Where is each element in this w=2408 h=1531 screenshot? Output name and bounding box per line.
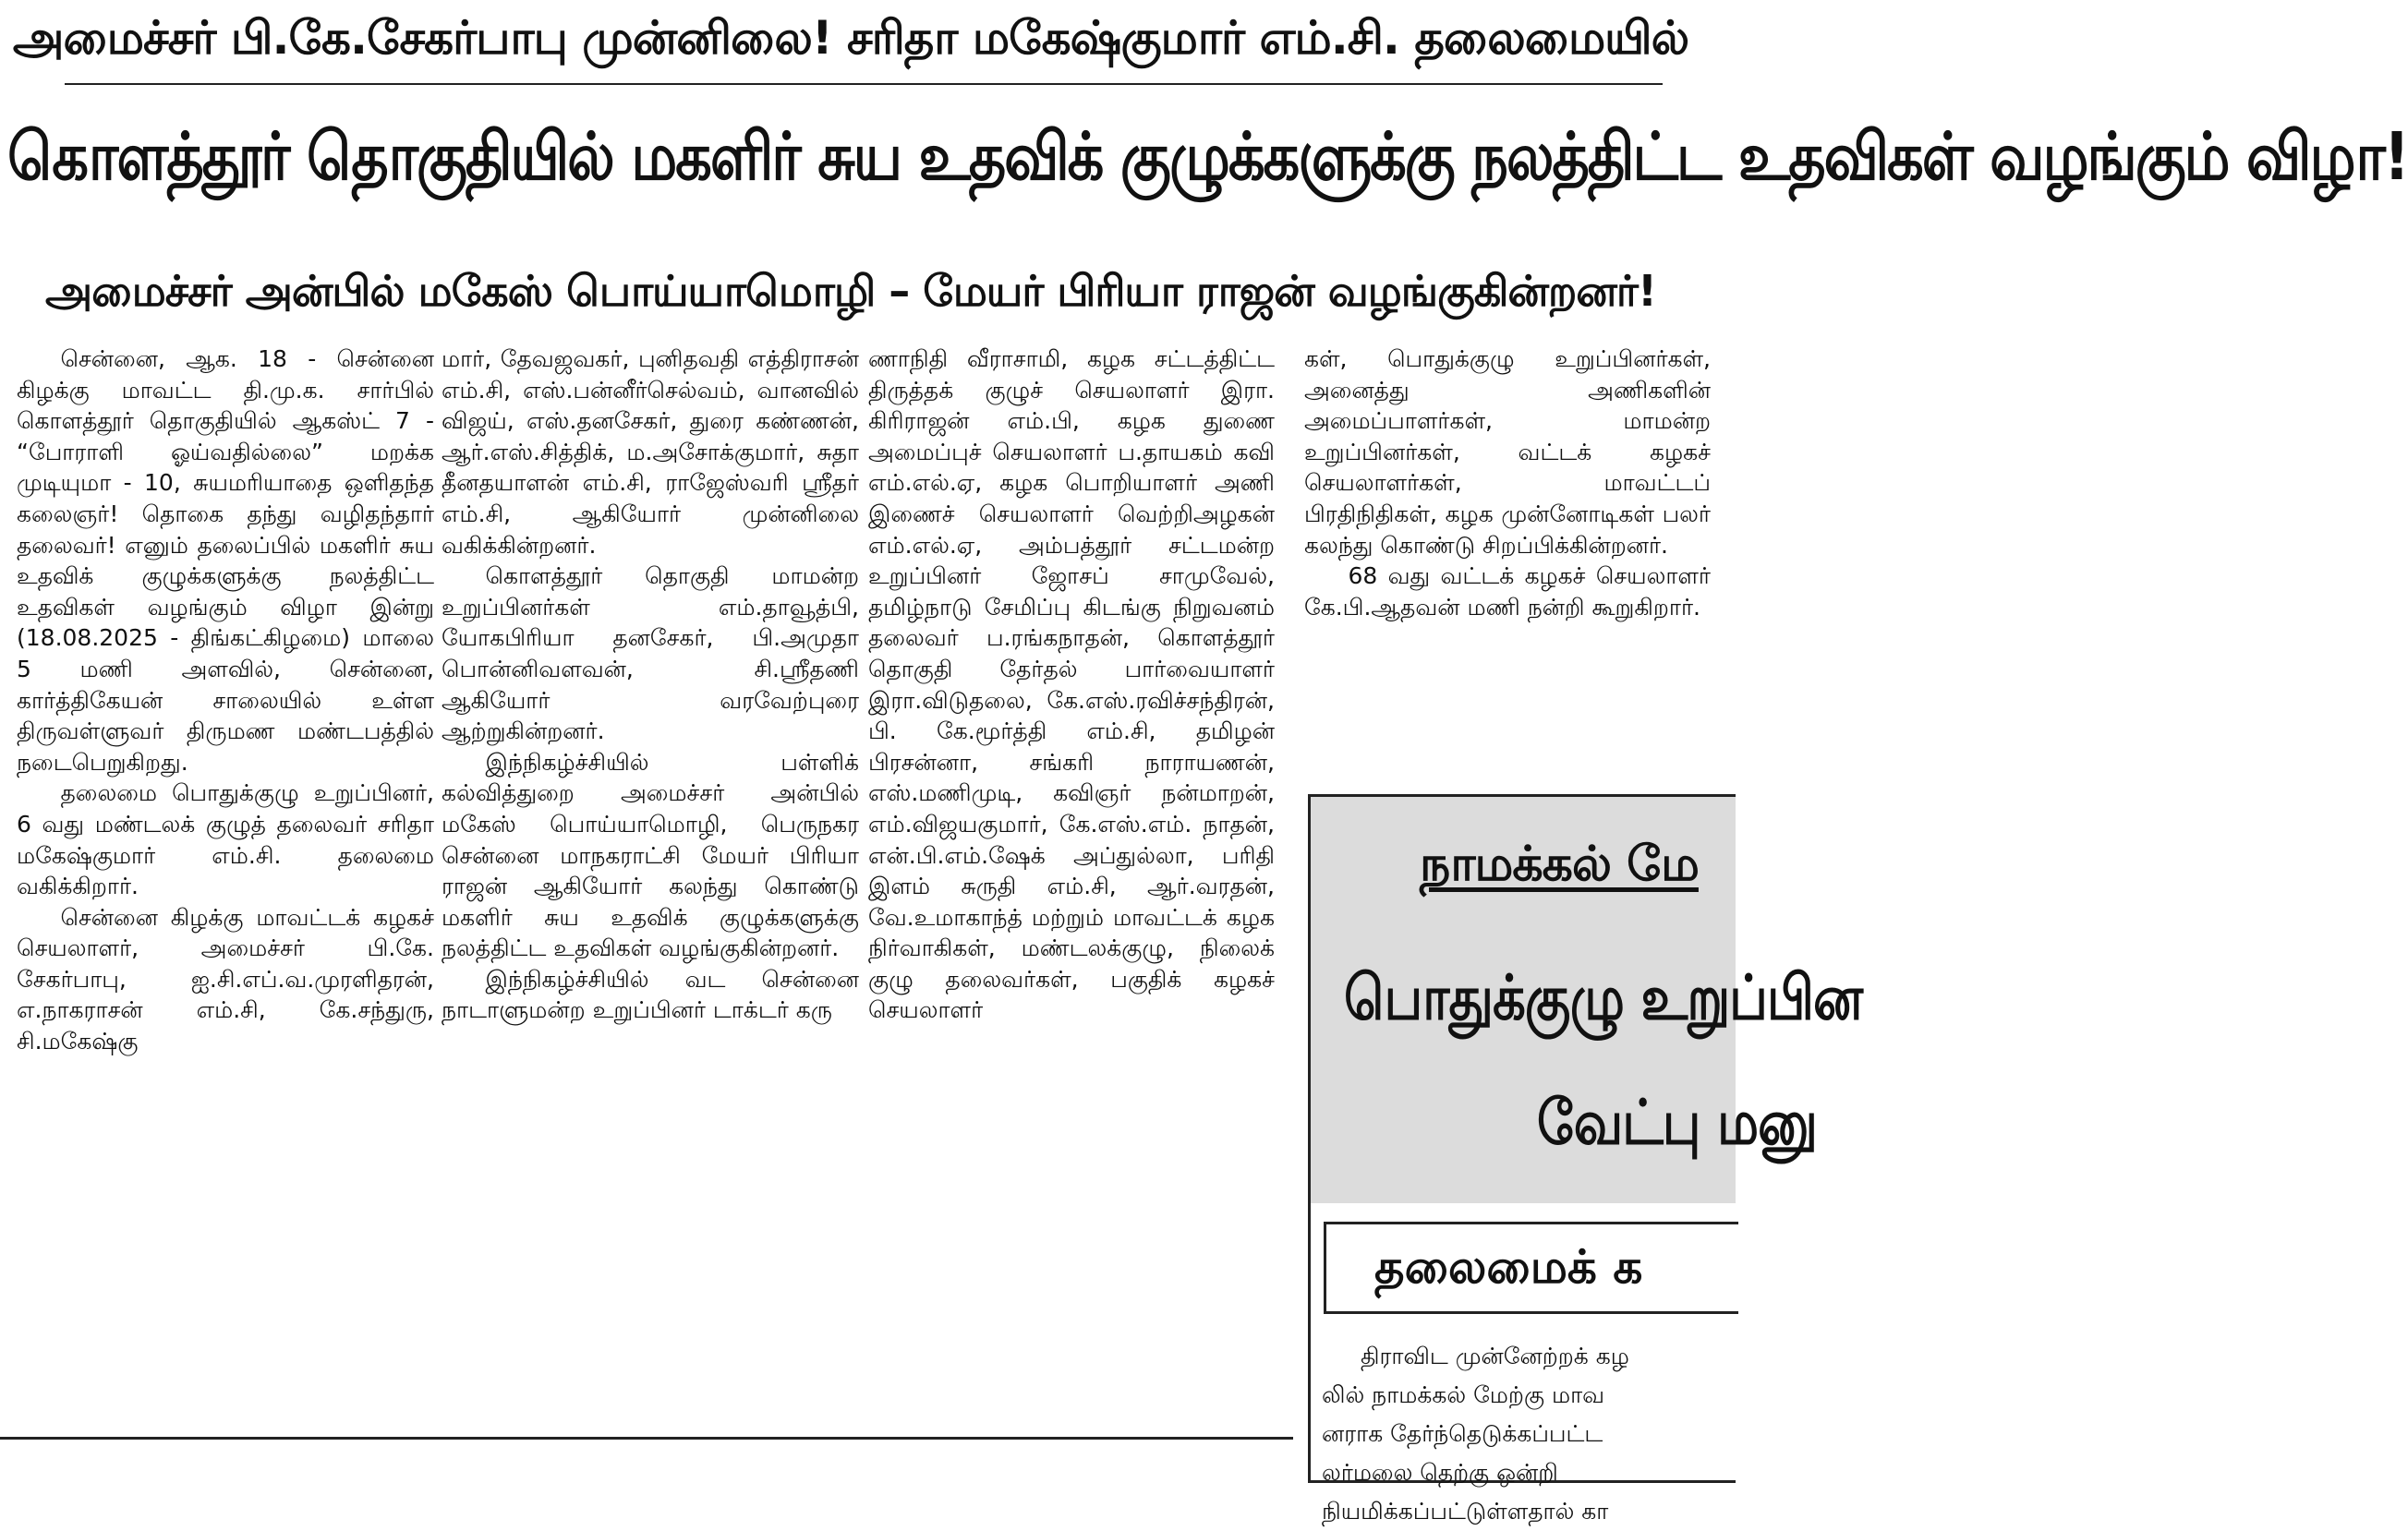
sidebar-headline-line-1: நாமக்கல் மே xyxy=(1420,837,1699,892)
kicker-rule xyxy=(65,83,1663,85)
article-column-3 xyxy=(868,344,1275,1433)
article-paragraph: இந்நிகழ்ச்சியில் வட சென்னை நாடாளுமன்ற உறுப்பினர் டாக்டர் கரு xyxy=(442,965,859,1024)
article-paragraph: ணாநிதி வீராசாமி, கழக சட்டத்திட்ட திருத்தக் குழுச் செயலாளர் இரா. கிரிராஜன் எம்.பி, கழக துணை அமைப்புச் செயலாளர் ப.தாயகம் கவி எம்.எல்.ஏ, கழக பொறியாளர் அணி இணைச் செயலாளர் வெற்றிஅழகன் எம்.எல்.ஏ, அம்பத்தூர் சட்டமன்ற உறுப்பினர் ஜோசப் சாமுவேல், தமிழ்நாடு சேமிப்பு கிடங்கு நிறுவனம் தலைவர் ப.ரங்கநாதன், கொளத்தூர் தொகுதி தேர்தல் பார்வையாளர் இரா.விடுதலை, கே.எஸ்.ரவிச்சந்திரன், பி. கே.மூர்த்தி எம்.சி, தமிழன் பிரசன்னா, சங்கரி நாராயணன், எஸ்.மணிமுடி, கவிஞர் நன்மாறன், எம்.விஜயகுமார், கே.எஸ்.எம். நாதன், என்.பி.எம்.ஷேக் அப்துல்லா, பரிதி இளம் சுருதி எம்.சி, ஆர்.வரதன், வே.உமாகாந்த் மற்றும் மாவட்டக் கழக நிர்வாகிகள், மண்டலக்குழு, நிலைக் குழு தலைவர்கள், பகுதிக் கழகச் செயலாளர் xyxy=(868,345,1275,1024)
sidebar-body-line: லில் நாமக்கல் மேற்கு மாவ xyxy=(1322,1381,1605,1408)
article-paragraph: கொளத்தூர் தொகுதி மாமன்ற உறுப்பினர்கள் எம்.தாவூத்பி, யோகபிரியா தனசேகர், பி.அமுதா பொன்னிவளவன், சி.ஸ்ரீதணி ஆகியோர் வரவேற்புரை ஆற்றுகின்றனர். xyxy=(442,562,859,745)
sidebar-body xyxy=(1322,1337,1756,1531)
sidebar-headline-line-2: பொதுக்குழு உறுப்பின xyxy=(1344,962,1863,1035)
bottom-rule xyxy=(0,1437,1293,1440)
main-headline: கொளத்தூர் தொகுதியில் மகளிர் சுய உதவிக் குழுக்களுக்கு நலத்திட்ட உதவிகள் வழங்கும் விழா! xyxy=(7,117,2408,196)
sidebar-headline-panel xyxy=(1311,797,1863,1203)
article-paragraph: சென்னை கிழக்கு மாவட்டக் கழகச் செயலாளர், அமைச்சர் பி.கே. சேகர்பாபு, ஐ.சி.எப்.வ.முரளிதரன், எ.நாகராசன் எம்.சி, கே.சந்துரு, சி.மகேஷ்கு xyxy=(17,903,434,1055)
article-paragraph: சென்னை, ஆக. 18 - சென்னை கிழக்கு மாவட்ட தி.மு.க. சார்பில் கொளத்தூர் தொகுதியில் ஆகஸ்ட் 7 - “போராளி ஓய்வதில்லை” மறக்க முடியுமா - 10, சுயமரியாதை ஒளிதந்த கலைஞர்! தொகை தந்து வழிதந்தார் தலைவர்! எனும் தலைப்பில் மகளிர் சுய உதவிக் குழுக்களுக்கு நலத்திட்ட உதவிகள் வழங்கும் விழா இன்று (18.08.2025 - திங்கட்கிழமை) மாலை 5 மணி அளவில், சென்னை, கார்த்திகேயன் சாலையில் உள்ள திருவள்ளுவர் திருமண மண்டபத்தில் நடைபெறுகிறது. xyxy=(17,345,434,776)
article-column-1 xyxy=(17,344,434,1433)
sidebar-body-line: திராவிட முன்னேற்றக் கழ xyxy=(1361,1343,1629,1369)
article-paragraph: தலைமை பொதுக்குழு உறுப்பினர், 6 வது மண்டலக் குழுத் தலைவர் சரிதா மகேஷ்குமார் எம்.சி. தலைமை வகிக்கிறார். xyxy=(17,779,434,900)
article-column-4 xyxy=(1304,344,1711,741)
sidebar-tag-label: தலைமைக் க xyxy=(1374,1240,1643,1294)
sub-headline: அமைச்சர் அன்பில் மகேஸ் பொய்யாமொழி – மேயர் பிரியா ராஜன் வழங்குகின்றனர்! xyxy=(45,266,1656,316)
article-column-2 xyxy=(442,344,859,1433)
sidebar-body-line: லர்மலை தெற்கு ஒன்றி xyxy=(1322,1459,1558,1486)
article-paragraph: இந்நிகழ்ச்சியில் பள்ளிக் கல்வித்துறை அமைச்சர் அன்பில் மகேஸ் பொய்யாமொழி, பெருநகர சென்னை மாநகராட்சி மேயர் பிரியா ராஜன் ஆகியோர் கலந்து கொண்டு மகளிர் சுய உதவிக் குழுக்களுக்கு நலத்திட்ட உதவிகள் வழங்குகின்றனர். xyxy=(442,748,859,962)
sidebar-headline-line-3: வேட்பு மனு xyxy=(1537,1087,1818,1160)
sidebar-news-box xyxy=(1308,794,1863,1525)
kicker-headline: அமைச்சர் பி.கே.சேகர்பாபு முன்னிலை! சரிதா மகேஷ்குமார் எம்.சி. தலைமையில் xyxy=(12,11,1689,65)
sidebar-body-line: நியமிக்கப்பட்டுள்ளதால் கா xyxy=(1322,1498,1609,1525)
sidebar-body-line: னராக தேர்ந்தெடுக்கப்பட்ட xyxy=(1322,1420,1603,1447)
article-paragraph: 68 வது வட்டக் கழகச் செயலாளர் கே.பி.ஆதவன் மணி நன்றி கூறுகிறார். xyxy=(1304,562,1711,621)
article-paragraph: கள், பொதுக்குழு உறுப்பினர்கள், அனைத்து அணிகளின் அமைப்பாளர்கள், மாமன்ற உறுப்பினர்கள், வட்டக் கழகச் செயலாளர்கள், மாவட்டப் பிரதிநிதிகள், கழக முன்னோடிகள் பலர் கலந்து கொண்டு சிறப்பிக்கின்றனர். xyxy=(1304,345,1711,559)
article-paragraph: மார், தேவஜவகர், புனிதவதி எத்திராசன் எம்.சி, எஸ்.பன்னீர்செல்வம், வானவில் விஜய், எஸ்.தனசேகர், துரை கண்ணன், ஆர்.எஸ்.சித்திக், ம.அசோக்குமார், சுதா தீனதயாளன் எம்.சி, ராஜேஸ்வரி ஸ்ரீதர் எம்.சி, ஆகியோர் முன்னிலை வகிக்கின்றனர். xyxy=(442,345,859,559)
sidebar-tag-box xyxy=(1324,1222,1738,1314)
